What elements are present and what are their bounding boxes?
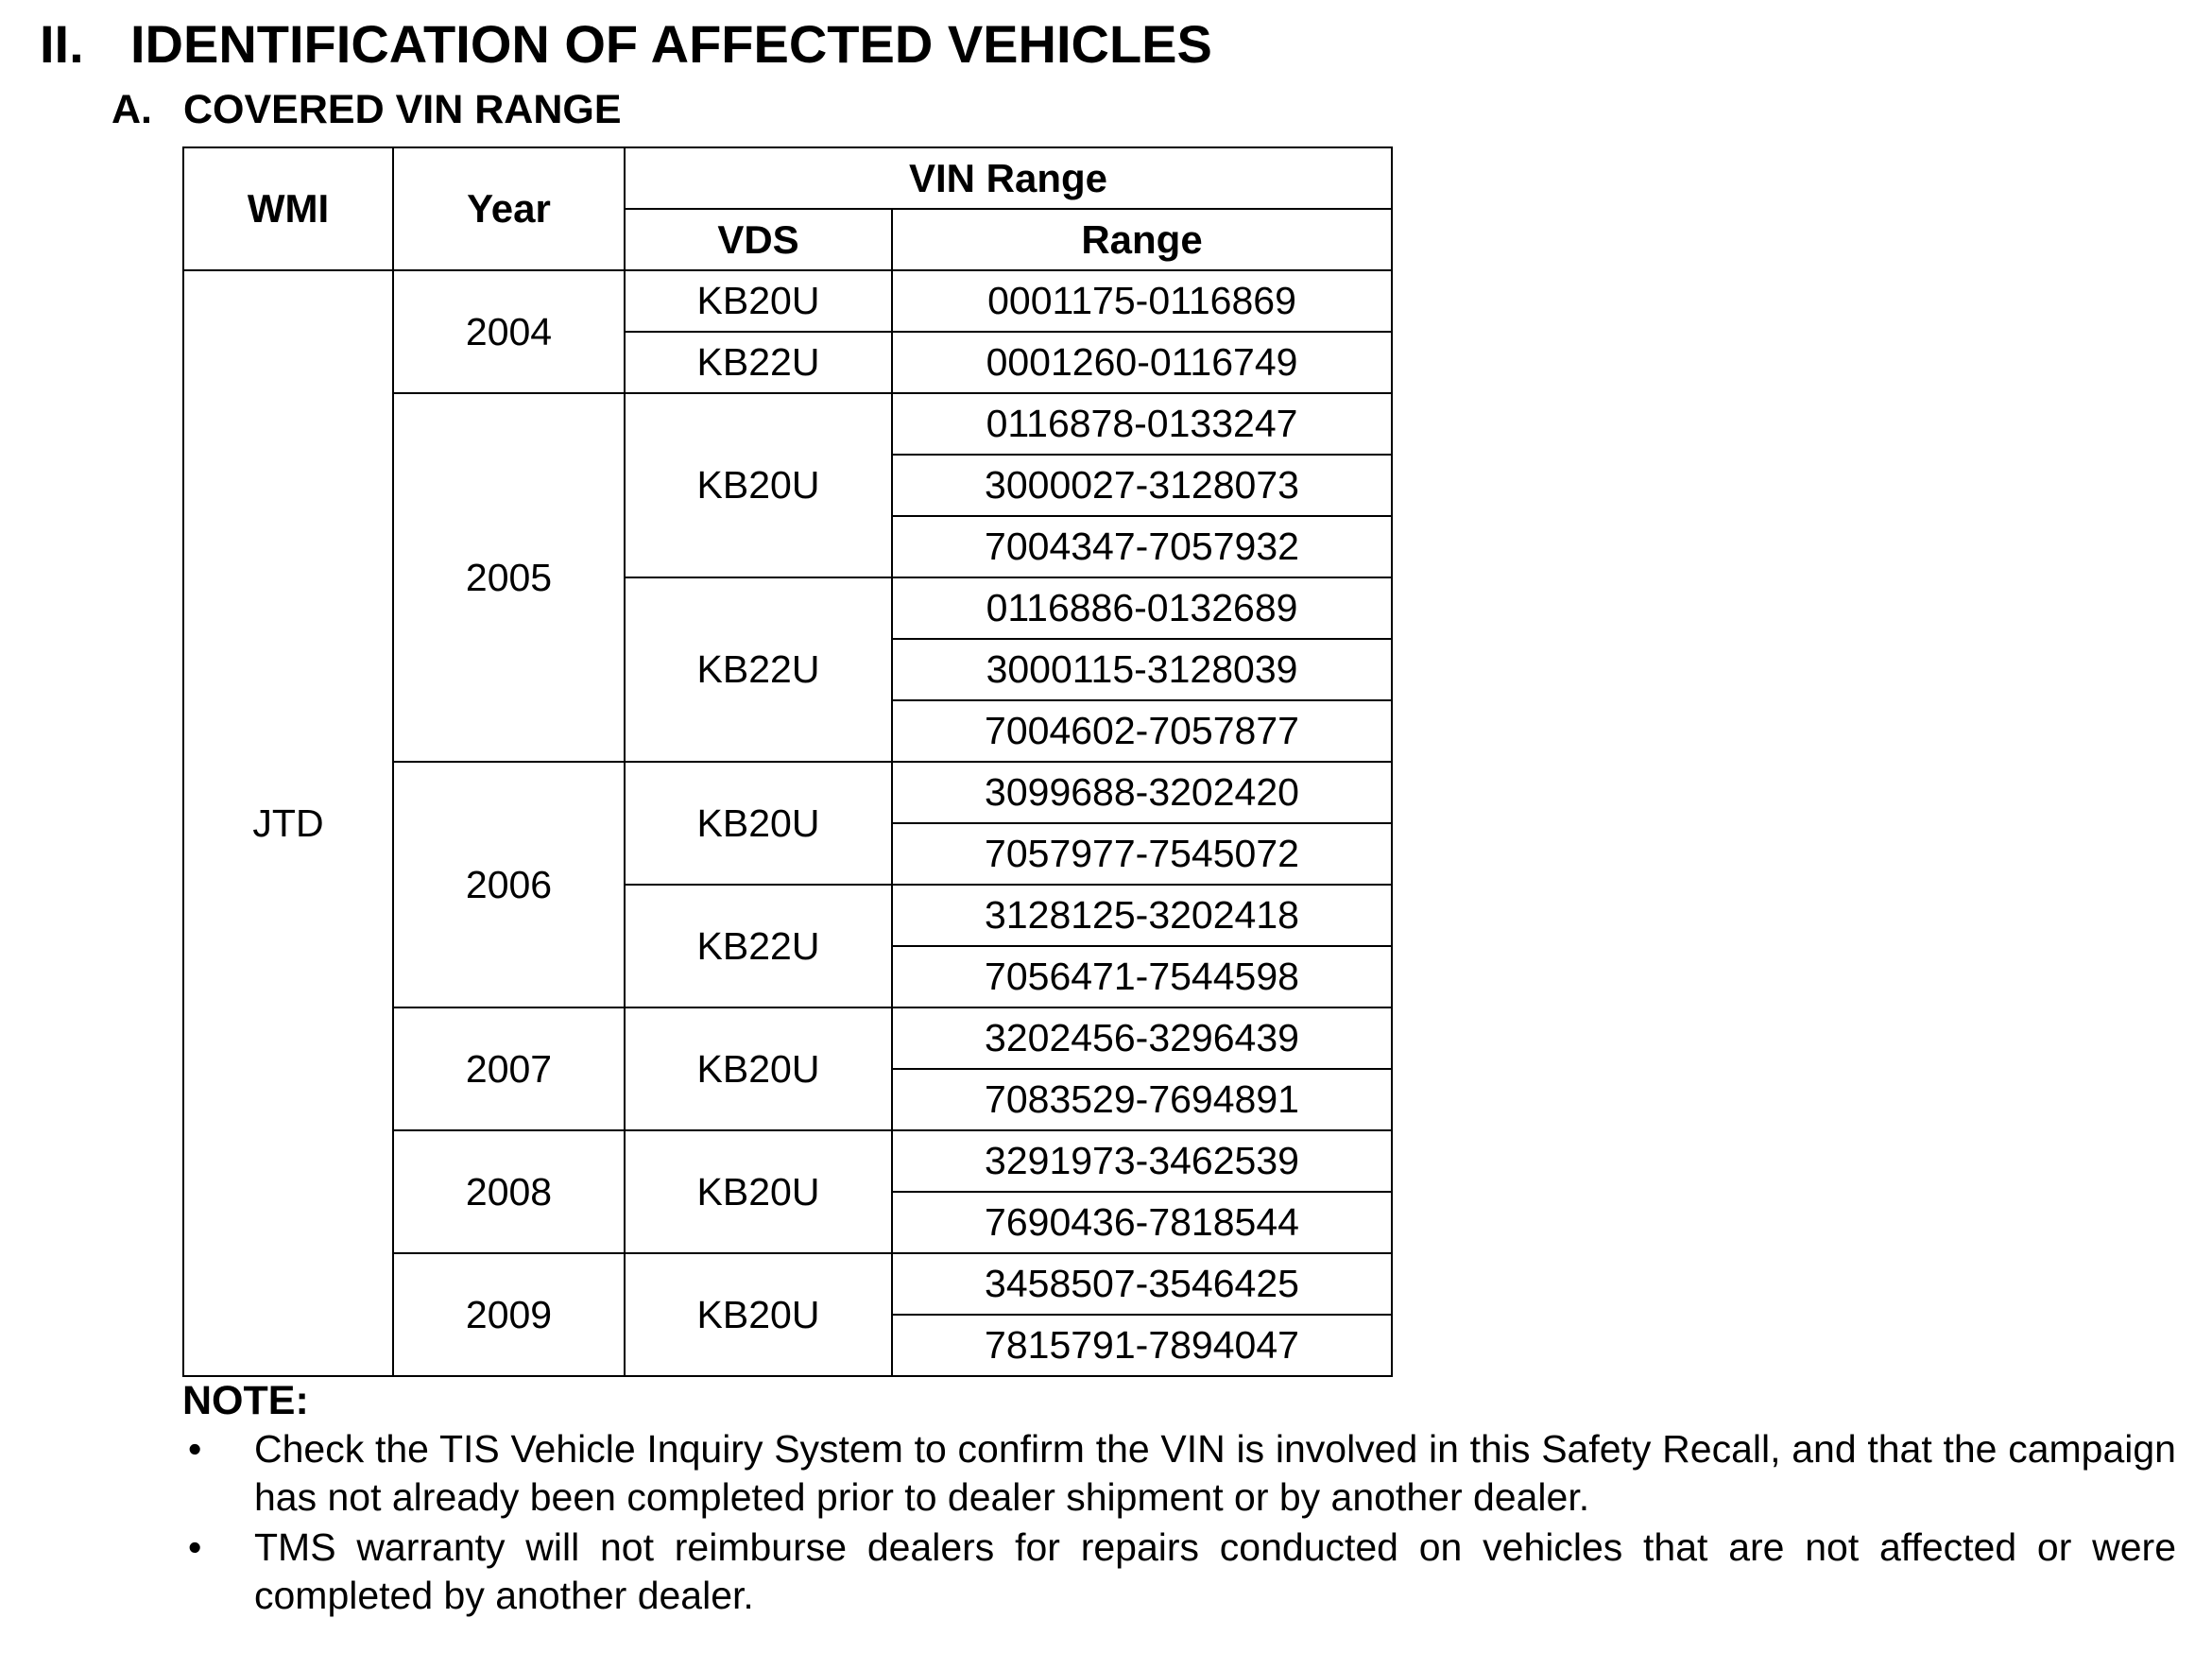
year-cell: 2004 [393,270,625,393]
subsection-heading [111,87,622,133]
range-cell: 3291973-3462539 [892,1130,1392,1192]
header-year: Year [393,147,625,270]
subsection-number: A. [111,87,152,132]
range-cell: 7004602-7057877 [892,700,1392,762]
vds-cell: KB20U [625,1130,892,1253]
range-cell: 3128125-3202418 [892,885,1392,946]
range-cell: 3000115-3128039 [892,639,1392,700]
header-range: Range [892,209,1392,270]
year-cell: 2005 [393,393,625,762]
section-number: II. [40,14,84,74]
range-cell: 3099688-3202420 [892,762,1392,823]
range-cell: 3000027-3128073 [892,455,1392,516]
range-cell: 3202456-3296439 [892,1007,1392,1069]
vds-cell: KB22U [625,577,892,762]
range-cell: 7057977-7545072 [892,823,1392,885]
year-cell: 2008 [393,1130,625,1253]
range-cell: 7083529-7694891 [892,1069,1392,1130]
note-item [182,1425,2176,1522]
bullet: • [188,1525,202,1569]
note-item [182,1524,2176,1620]
vds-cell: KB20U [625,1253,892,1376]
note-list [182,1425,2176,1622]
vds-cell: KB20U [625,1007,892,1130]
header-vds: VDS [625,209,892,270]
subsection-title-text: COVERED VIN RANGE [183,87,622,132]
range-cell: 0001260-0116749 [892,332,1392,393]
range-cell: 3458507-3546425 [892,1253,1392,1315]
header-vin-range: VIN Range [625,147,1392,209]
range-cell: 7690436-7818544 [892,1192,1392,1253]
vin-table-body [183,270,1392,1376]
vds-cell: KB20U [625,762,892,885]
section-heading [40,13,1212,75]
vin-range-table [182,146,1393,1377]
bullet: • [188,1427,202,1471]
section-title-text: IDENTIFICATION OF AFFECTED VEHICLES [130,14,1212,74]
table-row [183,270,1392,332]
range-cell: 7004347-7057932 [892,516,1392,577]
range-cell: 7815791-7894047 [892,1315,1392,1376]
range-cell: 0116878-0133247 [892,393,1392,455]
year-cell: 2007 [393,1007,625,1130]
vds-cell: KB20U [625,270,892,332]
note-text: TMS warranty will not reimburse dealers for repairs conducted on vehicles that are not affected or were completed by another dealer. [254,1525,2176,1617]
year-cell: 2006 [393,762,625,1007]
vds-cell: KB22U [625,885,892,1007]
range-cell: 0116886-0132689 [892,577,1392,639]
wmi-cell: JTD [183,270,393,1376]
vds-cell: KB20U [625,393,892,577]
range-cell: 0001175-0116869 [892,270,1392,332]
range-cell: 7056471-7544598 [892,946,1392,1007]
year-cell: 2009 [393,1253,625,1376]
note-title: NOTE: [182,1378,309,1423]
note-text: Check the TIS Vehicle Inquiry System to confirm the VIN is involved in this Safety Recall, and that the campaign has not already been completed prior to dealer shipment or by another dealer. [254,1427,2176,1519]
vds-cell: KB22U [625,332,892,393]
header-wmi: WMI [183,147,393,270]
